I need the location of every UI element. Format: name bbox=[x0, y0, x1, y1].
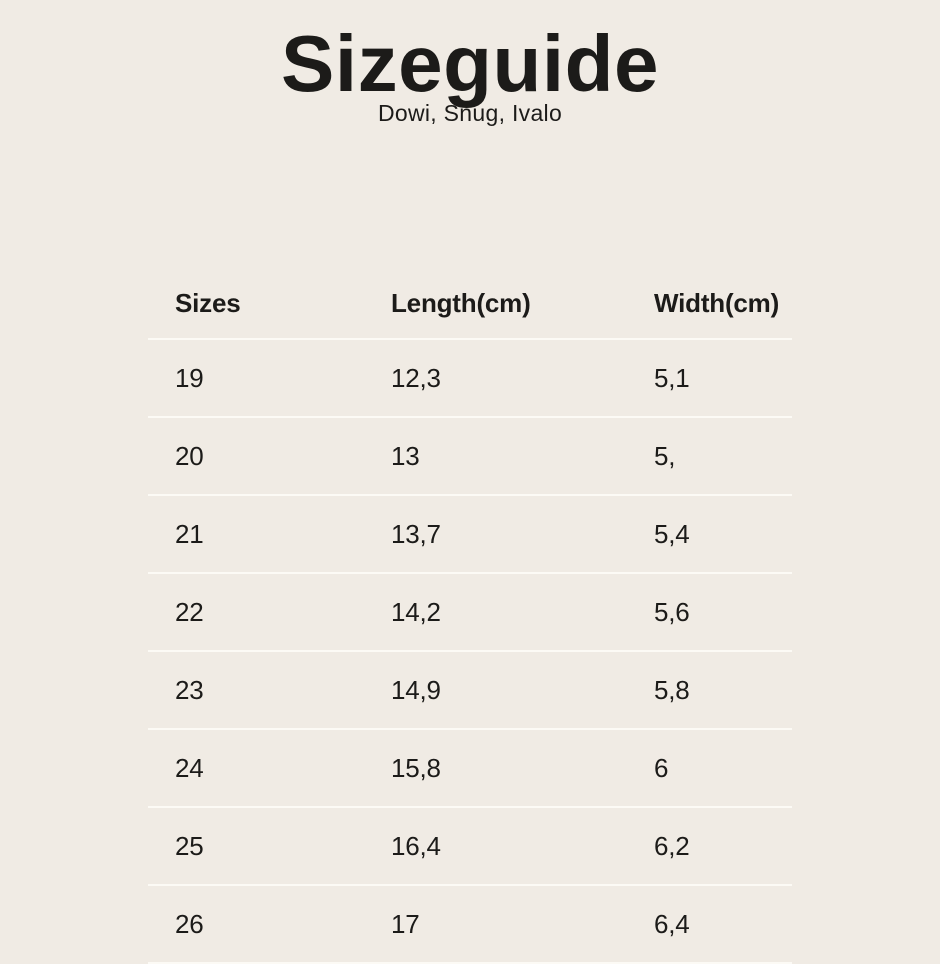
table-row bbox=[148, 808, 792, 886]
table-row bbox=[148, 496, 792, 574]
table-header-row bbox=[148, 268, 792, 340]
width-cell: 5,4 bbox=[654, 518, 690, 549]
width-cell: 5,8 bbox=[654, 674, 690, 705]
page-subtitle: Dowi, Snug, Ivalo bbox=[377, 100, 563, 126]
length-cell: 13,7 bbox=[391, 518, 441, 549]
length-cell: 13 bbox=[391, 440, 420, 471]
table-row bbox=[148, 574, 792, 652]
size-cell: 26 bbox=[175, 908, 204, 939]
length-cell: 12,3 bbox=[391, 362, 441, 393]
table-row bbox=[148, 652, 792, 730]
size-cell: 21 bbox=[175, 518, 204, 549]
size-cell: 19 bbox=[175, 362, 204, 393]
column-header-sizes: Sizes bbox=[175, 287, 241, 318]
size-cell: 24 bbox=[175, 752, 204, 783]
table-body bbox=[148, 340, 792, 964]
length-cell: 14,9 bbox=[391, 674, 441, 705]
length-cell: 15,8 bbox=[391, 752, 441, 783]
size-cell: 22 bbox=[175, 596, 204, 627]
column-header-width: Width(cm) bbox=[654, 287, 780, 318]
size-cell: 20 bbox=[175, 440, 204, 471]
width-cell: 6,4 bbox=[654, 908, 690, 939]
size-cell: 25 bbox=[175, 830, 204, 861]
table-row bbox=[148, 886, 792, 964]
size-guide-table bbox=[148, 268, 792, 964]
size-cell: 23 bbox=[175, 674, 204, 705]
length-cell: 14,2 bbox=[391, 596, 441, 627]
page-title: Sizeguide bbox=[281, 18, 659, 108]
width-cell: 5,1 bbox=[654, 362, 690, 393]
width-cell: 5,6 bbox=[654, 596, 690, 627]
width-cell: 6 bbox=[654, 752, 669, 783]
table-row bbox=[148, 418, 792, 496]
table-row bbox=[148, 340, 792, 418]
length-cell: 16,4 bbox=[391, 830, 441, 861]
table-row bbox=[148, 730, 792, 808]
length-cell: 17 bbox=[391, 908, 420, 939]
width-cell: 6,2 bbox=[654, 830, 690, 861]
width-cell: 5, bbox=[654, 440, 676, 471]
column-header-length: Length(cm) bbox=[391, 287, 531, 318]
